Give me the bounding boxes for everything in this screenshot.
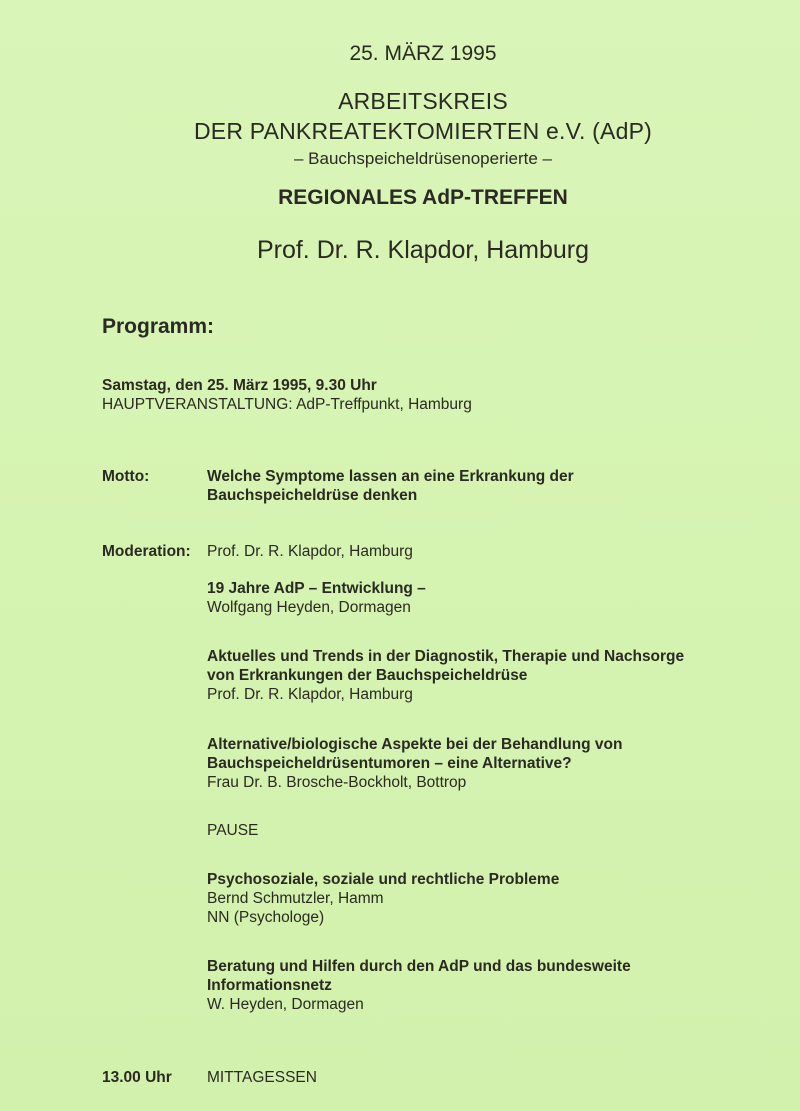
event-host: Prof. Dr. R. Klapdor, Hamburg bbox=[256, 236, 590, 264]
program-item-speaker: Frau Dr. B. Brosche-Bockholt, Bottrop bbox=[207, 774, 467, 791]
program-item-title-continued: Bauchspeicheldrüsentumoren – eine Alternative? bbox=[207, 755, 572, 772]
program-item-6 bbox=[207, 957, 631, 1014]
lunch-label: MITTAGESSEN bbox=[207, 1069, 317, 1086]
program-item-title-continued: Informationsnetz bbox=[207, 977, 332, 994]
program-item-speaker-2: NN (Psychologe) bbox=[207, 909, 325, 926]
lunch-time: 13.00 Uhr bbox=[102, 1069, 172, 1086]
program-item-speaker: Wolfgang Heyden, Dormagen bbox=[207, 599, 411, 616]
program-pause: PAUSE bbox=[207, 822, 259, 839]
program-item-title-continued: von Erkrankungen der Bauchspeicheldrüse bbox=[207, 667, 528, 684]
organization-name-line1: ARBEITSKREIS bbox=[338, 88, 508, 114]
program-item-speaker: Prof. Dr. R. Klapdor, Hamburg bbox=[207, 686, 413, 703]
motto-label: Motto: bbox=[102, 468, 150, 485]
program-item-title: Aktuelles und Trends in der Diagnostik, Therapie und Nachsorge bbox=[207, 648, 685, 665]
document-date: 25. MÄRZ 1995 bbox=[349, 42, 497, 65]
program-item-title: Beratung und Hilfen durch den AdP und das bundesweite bbox=[207, 958, 631, 975]
program-item-1 bbox=[207, 579, 426, 617]
organization-name-line2: DER PANKREATEKTOMIERTEN e.V. (AdP) bbox=[194, 118, 652, 144]
program-heading: Programm: bbox=[102, 315, 215, 338]
program-date-line: Samstag, den 25. März 1995, 9.30 Uhr bbox=[102, 377, 377, 394]
program-item-3 bbox=[207, 735, 622, 792]
program-item-5 bbox=[207, 870, 559, 927]
program-item-speaker: Bernd Schmutzler, Hamm bbox=[207, 890, 384, 907]
program-item-title: Psychosoziale, soziale und rechtliche Probleme bbox=[207, 871, 560, 888]
program-venue-line: HAUPTVERANSTALTUNG: AdP-Treffpunkt, Hamburg bbox=[102, 396, 472, 413]
moderation-value: Prof. Dr. R. Klapdor, Hamburg bbox=[207, 543, 413, 560]
program-item-title: Alternative/biologische Aspekte bei der Behandlung von bbox=[207, 736, 623, 753]
event-title: REGIONALES AdP-TREFFEN bbox=[278, 186, 568, 209]
program-item-speaker: W. Heyden, Dormagen bbox=[207, 996, 364, 1013]
program-item-2 bbox=[207, 647, 684, 704]
motto-text bbox=[207, 467, 574, 505]
program-item-title: 19 Jahre AdP – Entwicklung – bbox=[207, 580, 426, 597]
motto-line-2: Bauchspeicheldrüse denken bbox=[207, 487, 418, 504]
program-date-block bbox=[102, 376, 472, 414]
moderation-label: Moderation: bbox=[102, 543, 191, 560]
motto-line-1: Welche Symptome lassen an eine Erkrankung der bbox=[207, 468, 574, 485]
organization-subtitle: – Bauchspeicheldrüsenoperierte – bbox=[293, 149, 552, 168]
